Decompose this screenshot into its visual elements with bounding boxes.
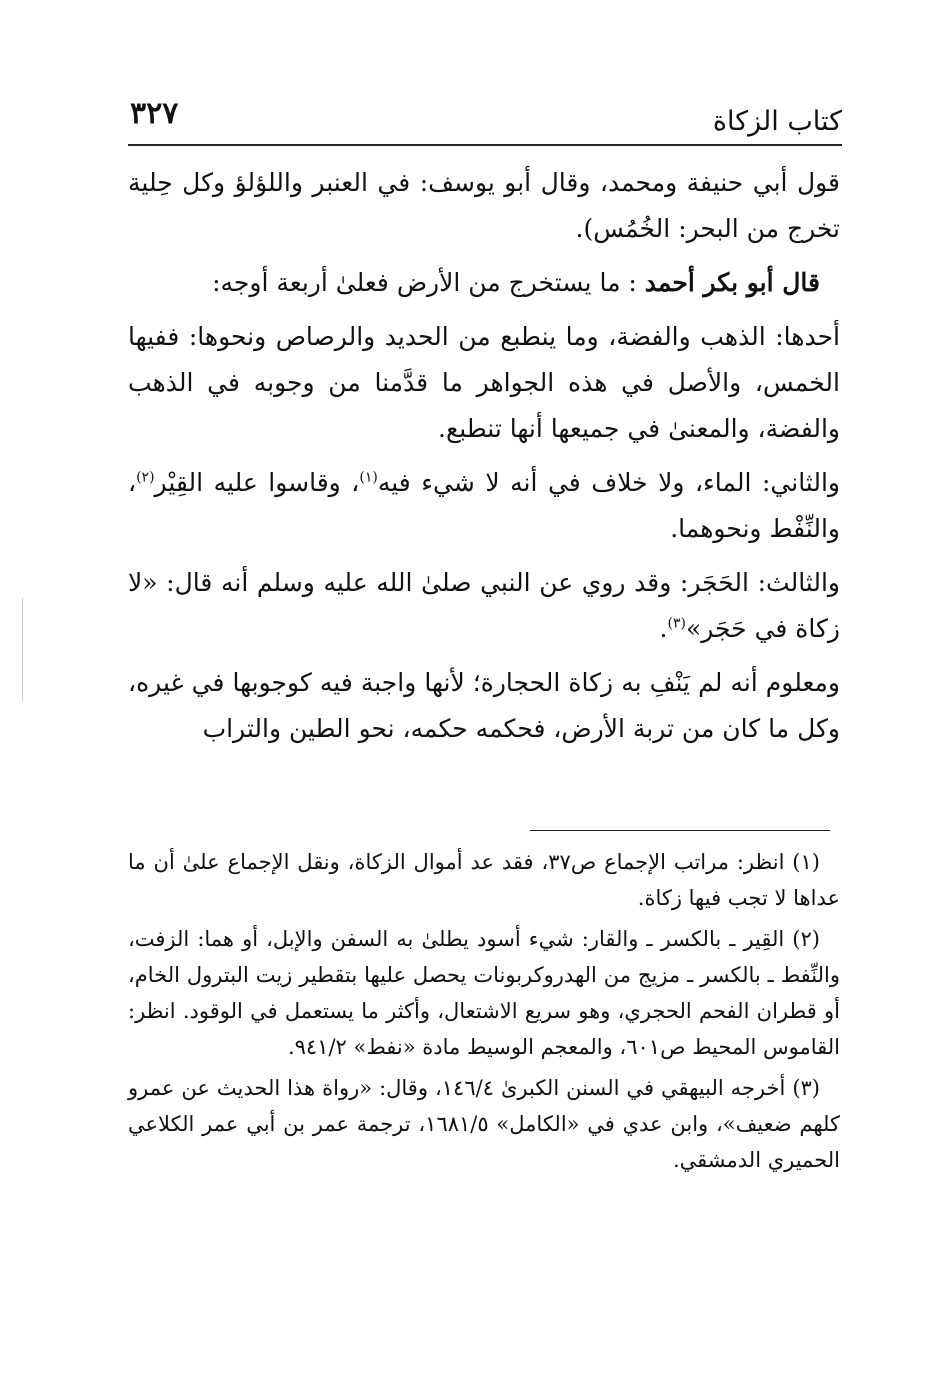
running-header	[128, 92, 842, 144]
paragraph-3	[128, 314, 840, 452]
paragraph-1	[128, 160, 840, 252]
footnote-ref-1[interactable]: (١)	[359, 469, 378, 486]
paragraph-5-text-a: والثالث: الحَجَر: وقد روي عن النبي صلىٰ الله عليه وسلم أنه قال: «لا زكاة في حَجَر»	[128, 568, 840, 643]
footnote-ref-2[interactable]: (٢)	[136, 469, 155, 486]
paragraph-4-text-c: ، والنِّفْط ونحوهما.	[128, 468, 840, 543]
paragraph-5	[128, 560, 840, 652]
footnotes	[128, 844, 840, 1183]
paragraph-6	[128, 660, 840, 752]
paragraph-6-text: ومعلوم أنه لم يَنْفِ به زكاة الحجارة؛ لأنها واجبة فيه كوجوبها في غيره، وكل ما كان من تربة الأرض، فحكمه حكمه، نحو الطين والتراب	[128, 668, 840, 743]
paragraph-1-text: قول أبي حنيفة ومحمد، وقال أبو يوسف: في العنبر واللؤلؤ وكل حِلية تخرج من البحر: الخُمُس).	[128, 168, 840, 243]
paragraph-2-text: : ما يستخرج من الأرض فعلىٰ أربعة أوجه:	[212, 268, 637, 297]
page-number: ٣٢٧	[130, 96, 179, 131]
scan-edge-mark	[22, 598, 23, 702]
paragraph-4-text-a: والثاني: الماء، ولا خلاف في أنه لا شيء فيه	[377, 468, 840, 497]
paragraph-4-text-b: ، وقاسوا عليه القِيْر	[154, 468, 360, 497]
footnote-3: (٣) أخرجه البيهقي في السنن الكبرىٰ ١٤٦/٤، وقال: «رواة هذا الحديث عن عمرو كلهم ضعيف»، وابن عدي في «الكامل» ١٦٨١/٥، ترجمة عمر بن أبي عمر الكلاعي الحميري الدمشقي.	[128, 1076, 840, 1172]
footnote-ref-3[interactable]: (٣)	[667, 615, 686, 632]
author-heading: قال أبو بكر أحمد	[644, 268, 820, 297]
paragraph-3-text: أحدها: الذهب والفضة، وما ينطبع من الحديد والرصاص ونحوها: ففيها الخمس، والأصل في هذه الجواهر ما قدَّمنا من وجوبه في الذهب والفضة، والمعنىٰ في جميعها أنها تنطبع.	[128, 322, 840, 443]
chapter-title: كتاب الزكاة	[712, 106, 842, 137]
paragraph-2	[128, 260, 840, 306]
footnote-2: (٢) القِير ـ بالكسر ـ والقار: شيء أسود يطلىٰ به السفن والإبل، أو هما: الزفت، والنِّفط ـ بالكسر ـ مزيج من الهدروكربونات يحصل عليها بتقطير زيت البترول الخام، أو قطران الفحم الحجري، وهو سريع الاشتعال، وأكثر ما يستعمل في الوقود. انظر: القاموس المحيط ص٦٠١، والمعجم الوسيط مادة «نفط» ٩٤١/٢.	[128, 927, 840, 1059]
main-text	[128, 160, 840, 760]
footnote-divider	[530, 830, 830, 831]
header-divider	[128, 144, 842, 146]
paragraph-5-text-b: .	[659, 614, 668, 643]
footnote-1: (١) انظر: مراتب الإجماع ص٣٧، فقد عد أموال الزكاة، ونقل الإجماع علىٰ أن ما عداها لا تجب فيها زكاة.	[128, 850, 840, 910]
paragraph-4	[128, 460, 840, 552]
